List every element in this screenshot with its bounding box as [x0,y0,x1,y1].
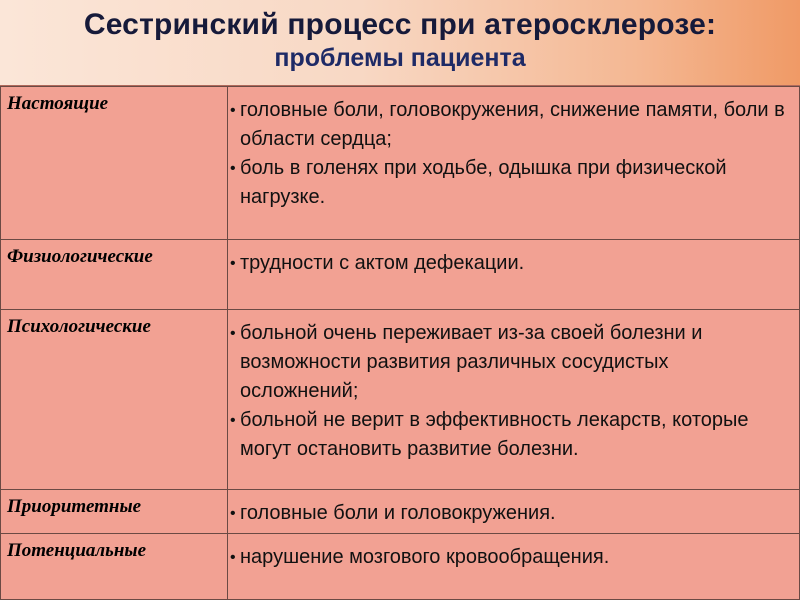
list-item-text: трудности с актом дефекации. [240,252,525,274]
list-item-text: головные боли и головокружения. [240,502,556,524]
bullet-icon: • [230,325,236,342]
category-cell: Физиологические [1,240,228,310]
category-cell: Потенциальные [1,534,228,600]
list-item [230,543,789,572]
list-item-text: головные боли, головокружения, снижение памяти, боли в области сердца; [240,99,785,150]
description-cell [228,240,800,310]
bullet-icon: • [230,160,236,177]
list-item-text: больной не верит в эффективность лекарств, которые могут остановить развитие болезни. [240,409,749,460]
bullet-icon: • [230,505,236,522]
slide-title: Сестринский процесс при атеросклерозе: [83,8,717,41]
bullet-icon: • [230,255,236,272]
list-item [230,154,789,212]
problems-table [0,86,800,600]
list-item [230,249,789,278]
bullet-icon: • [230,412,236,429]
table-row [1,240,800,310]
list-item-text: нарушение мозгового кровообращения. [240,546,610,568]
list-item [230,96,789,154]
category-cell: Настоящие [1,87,228,240]
list-item [230,319,789,406]
list-item [230,499,789,528]
description-cell [228,534,800,600]
table-row [1,534,800,600]
slide-header [0,0,800,86]
description-cell [228,490,800,534]
category-cell: Психологические [1,310,228,490]
list-item [230,406,789,464]
description-cell [228,310,800,490]
slide-subtitle: проблемы пациента [274,44,526,72]
table-row [1,87,800,240]
category-cell: Приоритетные [1,490,228,534]
bullet-icon: • [230,549,236,566]
description-cell [228,87,800,240]
table-row [1,490,800,534]
list-item-text: боль в голенях при ходьбе, одышка при физической нагрузке. [240,157,727,208]
table-row [1,310,800,490]
bullet-icon: • [230,102,236,119]
list-item-text: больной очень переживает из-за своей болезни и возможности развития различных сосудистых осложнений; [240,322,703,402]
